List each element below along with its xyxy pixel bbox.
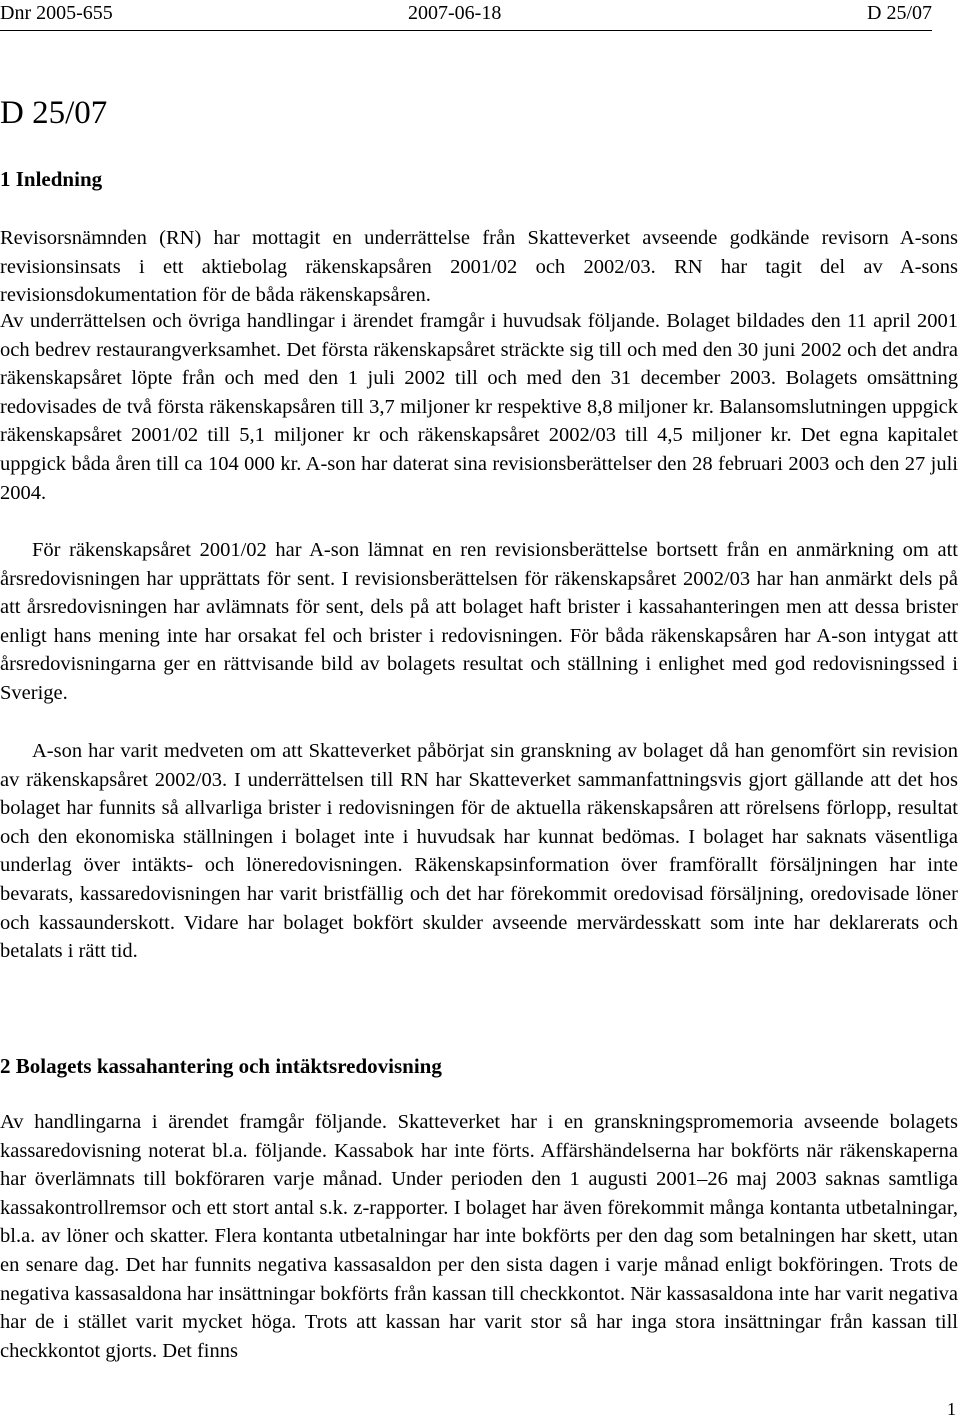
section-heading-inledning: 1 Inledning [0,167,103,191]
page-header [0,0,932,31]
header-ref: D 25/07 [867,2,932,24]
paragraph: A-son har varit medveten om att Skatteverket påbörjat sin granskning av bolaget då han genomfört sin revision av räkenskapsåret 2002/03. I underrättelsen till RN har Skatteverket sammanfattningsvis gjort gällande att det hos bolaget har funnits så allvarliga brister i redovisningen för de aktuella räkenskapsåren att rörelsens förlopp, resultat och den ekonomiska ställningen i bolaget inte i huvudsak har kunnat bedömas. I bolaget har saknats väsentliga underlag över intäkts- och löneredovisningen. Räkenskapsinformation över framförallt försäljningen har inte bevarats, kassaredovisningen har varit bristfällig och det har förekommit oredovisad försäljning, oredovisade löner och kassaunderskott. Vidare har bolaget bokfört skulder avseende mervärdesskatt som inte har deklarerats och betalats i rätt tid. [0,740,958,963]
header-dnr: Dnr 2005-655 [0,2,113,24]
document-title: D 25/07 [0,95,108,131]
paragraph: För räkenskapsåret 2001/02 har A-son lämnat en ren revisionsberättelse bortsett från en anmärkning om att årsredovisningen har upprättats för sent. I revisionsberättelsen för räkenskapsåret 2002/03 har han anmärkt dels på att årsredovisningen har avlämnats för sent, dels på att bolaget haft brister i kassahanteringen men att dessa brister enligt hans mening inte har orsakat fel och brister i redovisningen. För båda räkenskapsåren har A-son intygat att årsredovisningarna ger en rättvisande bild av bolagets resultat och ställning i enlighet med god redovisningssed i Sverige. [0,539,958,704]
paragraph: Revisorsnämnden (RN) har mottagit en underrättelse från Skatteverket avseende godkände revisorn A-sons revisionsinsats i ett aktiebolag räkenskapsåren 2001/02 och 2002/03. RN har tagit del av A-sons revisionsdokumentation för de båda räkenskapsåren. [0,227,958,307]
paragraph: Av handlingarna i ärendet framgår följande. Skatteverket har i en granskningspromemoria avseende bolagets kassaredovisning noterat bl.a. följande. Kassabok har inte förts. Affärshändelserna har bokförts när räkenskaperna har överlämnats till bokföraren varje månad. Under perioden den 1 augusti 2001–26 maj 2003 saknas samtliga kassakontrollremsor och ett stort antal s.k. z-rapporter. I bolaget har även förekommit många kontanta utbetalningar, bl.a. av löner och skatter. Flera kontanta utbetalningar har inte bokförts per den dag som betalningen har skett, utan en senare dag. Det har funnits negativa kassasaldon per den sista dagen i varje månad enligt bokföringen. Trots de negativa kassasaldona har insättningar bokförts från kassan till checkkontot. När kassasaldona inte har varit negativa har de i stället varit mycket höga. Trots att kassan har varit stor så har inga stora insättningar från kassan till checkkontot gjorts. Det finns [0,1111,958,1362]
page-number: 1 [947,1399,956,1419]
paragraph: Av underrättelsen och övriga handlingar i ärendet framgår i huvudsak följande. Bolaget bildades den 11 april 2001 och bedrev restaurangverksamhet. Det första räkenskapsåret sträckte sig till och med den 30 juni 2002 och det andra räkenskapsåret löpte från och med den 1 juli 2002 till och med den 31 december 2003. Bolagets omsättning redovisades de två första räkenskapsåren till 3,7 miljoner kr respektive 8,8 miljoner kr. Balansomslutningen uppgick räkenskapsåret 2001/02 till 5,1 miljoner kr och räkenskapsåret 2002/03 till 4,5 miljoner kr. Det egna kapitalet uppgick båda åren till ca 104 000 kr. A-son har daterat sina revisionsberättelser den 28 februari 2003 och den 27 juli 2004. [0,310,958,504]
header-date: 2007-06-18 [408,2,502,24]
section-heading-kassahantering: 2 Bolagets kassahantering och intäktsredovisning [0,1054,442,1078]
